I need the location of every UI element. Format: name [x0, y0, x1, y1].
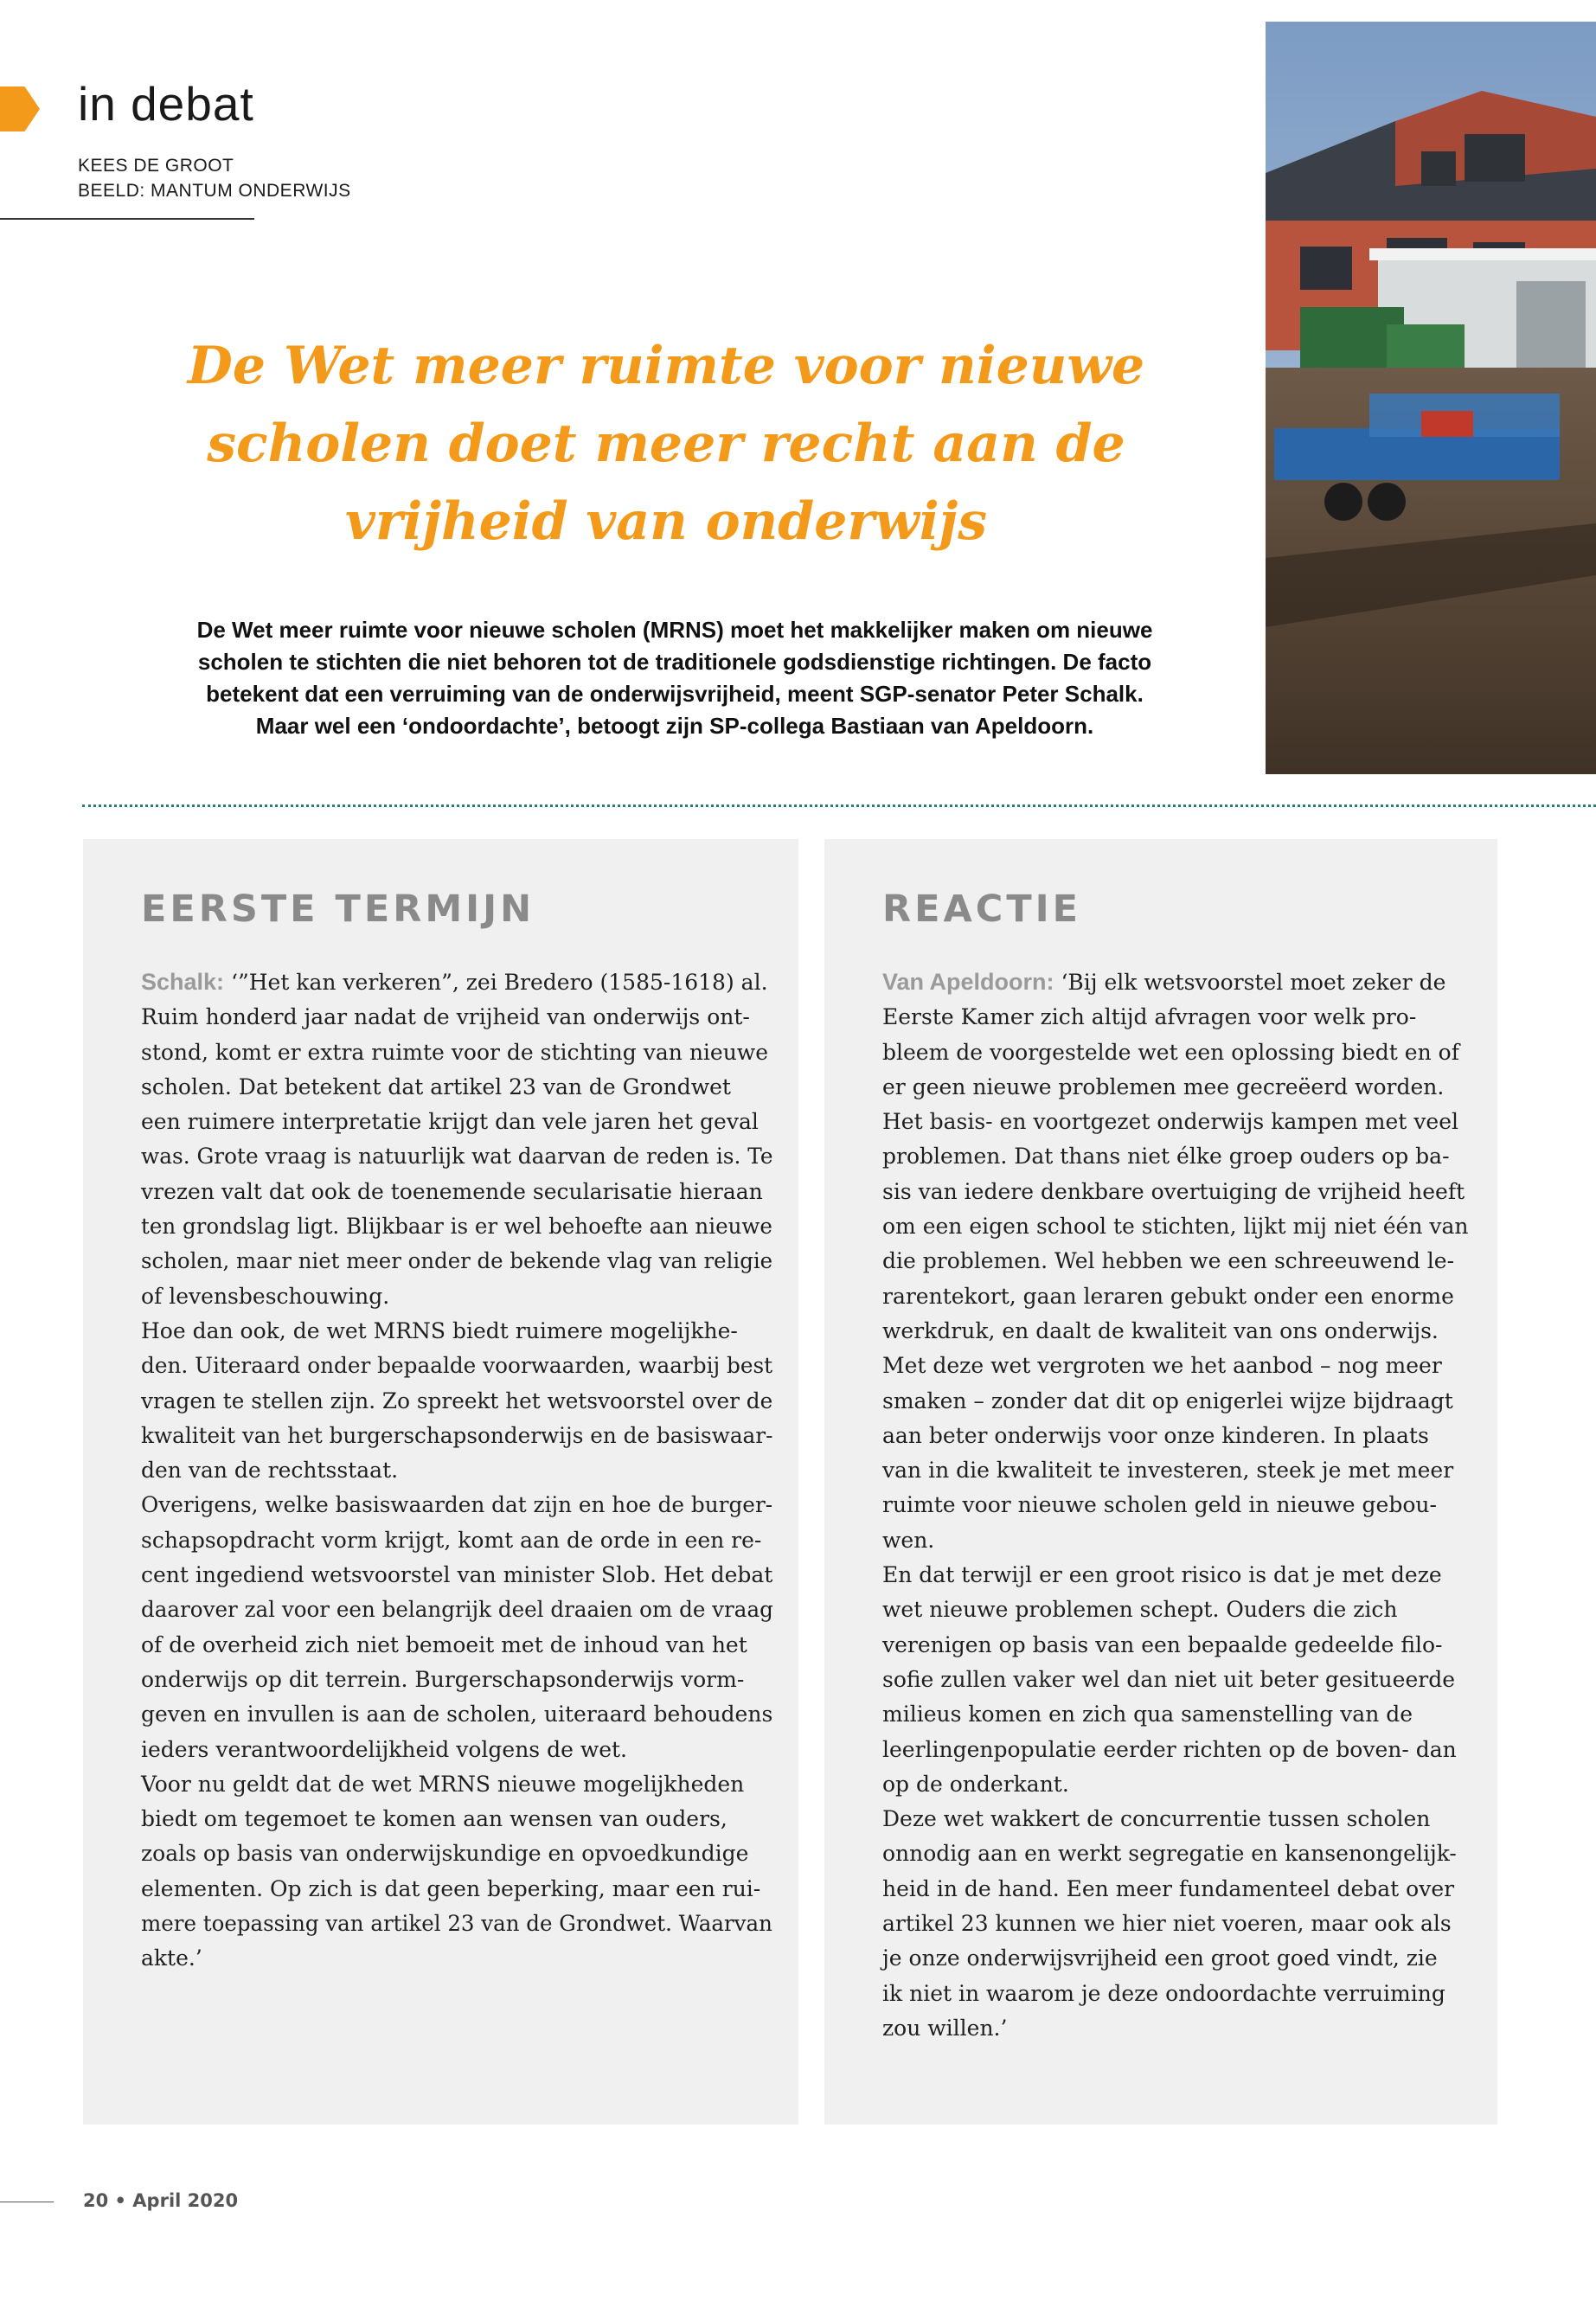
- body-line: artikel 23 kunnen we hier niet voeren, maar ook als: [882, 1911, 1452, 1937]
- body-line: op de onderkant.: [882, 1771, 1069, 1797]
- right-column: [824, 839, 1497, 2125]
- page-number: 20: [83, 2190, 109, 2211]
- body-line: akte.’: [141, 1945, 202, 1971]
- footer: [83, 2190, 238, 2211]
- lede-line: De Wet meer ruimte voor nieuwe scholen (MRNS) moet het makkelijker maken om nieuwe: [196, 617, 1153, 643]
- body-line: zou willen.’: [882, 2015, 1008, 2041]
- body-line: onnodig aan en werkt segregatie en kansenongelijk-: [882, 1841, 1457, 1867]
- headline: [87, 327, 1246, 561]
- body-line: stond, komt er extra ruimte voor de stichting van nieuwe: [141, 1039, 768, 1065]
- body-line: er geen nieuwe problemen mee gecreëerd worden.: [882, 1074, 1445, 1099]
- body-line: of de overheid zich niet bemoeit met de inhoud van het: [141, 1631, 747, 1657]
- column-body: [141, 965, 772, 1977]
- body-line: wen.: [882, 1527, 935, 1553]
- body-line: vrezen valt dat ook de toenemende secularisatie hieraan: [141, 1178, 763, 1204]
- body-line: Deze wet wakkert de concurrentie tussen scholen: [882, 1806, 1431, 1832]
- body-line: milieus komen en zich qua samenstelling van de: [882, 1702, 1413, 1727]
- body-line: scholen, maar niet meer onder de bekende vlag van religie: [141, 1248, 773, 1274]
- body-line: ruimte voor nieuwe scholen geld in nieuwe gebou-: [882, 1492, 1437, 1518]
- column-heading: EERSTE TERMIJN: [141, 888, 535, 931]
- body-line: den. Uiteraard onder bepaalde voorwaarden, waarbij best: [141, 1353, 773, 1379]
- first-line: [882, 965, 1471, 1000]
- body-line: was. Grote vraag is natuurlijk wat daarvan de reden is. Te: [141, 1144, 773, 1170]
- section-marker: [0, 87, 40, 131]
- column-lines: [882, 1000, 1471, 2046]
- body-line: om een eigen school te stichten, lijkt mij niet één van: [882, 1214, 1469, 1240]
- column-body: [882, 965, 1471, 2046]
- body-line: aan beter onderwijs voor onze kinderen. In plaats: [882, 1422, 1429, 1448]
- lede-line: betekent dat een verruiming van de onderwijsvrijheid, meent SGP-senator Peter Schalk.: [206, 681, 1144, 707]
- body-line: van in die kwaliteit te investeren, steek je met meer: [882, 1458, 1454, 1484]
- first-line-text: ‘Bij elk wetsvoorstel moet zeker de: [1054, 970, 1446, 995]
- body-line: Ruim honderd jaar nadat de vrijheid van onderwijs ont-: [141, 1004, 750, 1030]
- body-line: Voor nu geldt dat de wet MRNS nieuwe mogelijkheden: [141, 1771, 745, 1797]
- body-line: En dat terwijl er een groot risico is dat je met deze: [882, 1562, 1442, 1588]
- first-line-text: ‘”Het kan verkeren”, zei Bredero (1585-1618) al.: [224, 970, 768, 995]
- body-line: biedt om tegemoet te komen aan wensen van ouders,: [141, 1806, 727, 1832]
- photo-illustration: [1266, 22, 1596, 774]
- body-line: sofie zullen vaker wel dan niet uit beter gesitueerde: [882, 1666, 1455, 1692]
- section-title: in debat: [78, 77, 254, 131]
- first-line: [141, 965, 772, 1000]
- body-line: mere toepassing van artikel 23 van de Grondwet. Waarvan: [141, 1911, 772, 1937]
- author-credit: KEES DE GROOT: [78, 156, 234, 176]
- body-line: Met deze wet vergroten we het aanbod – nog meer: [882, 1353, 1442, 1379]
- body-line: kwaliteit van het burgerschapsonderwijs en de basiswaar-: [141, 1422, 773, 1448]
- issue-date: April 2020: [132, 2190, 239, 2211]
- column-lines: [141, 1000, 772, 1976]
- body-line: een ruimere interpretatie krijgt dan vele jaren het geval: [141, 1109, 759, 1135]
- footer-separator: •: [114, 2190, 126, 2211]
- lede-line: Maar wel een ‘ondoordachte’, betoogt zijn SP-collega Bastiaan van Apeldoorn.: [255, 713, 1094, 739]
- speaker-name: Schalk:: [141, 969, 225, 995]
- body-line: rarentekort, gaan leraren gebukt onder een enorme: [882, 1283, 1454, 1309]
- lede-paragraph: [104, 614, 1246, 742]
- header-divider: [0, 218, 254, 220]
- body-line: ten grondslag ligt. Blijkbaar is er wel behoefte aan nieuwe: [141, 1214, 772, 1240]
- headline-line: scholen doet meer recht aan de: [207, 413, 1125, 474]
- body-line: Het basis- en voortgezet onderwijs kampen met veel: [882, 1109, 1459, 1135]
- body-line: geven en invullen is aan de scholen, uiteraard behoudens: [141, 1702, 773, 1727]
- body-line: smaken – zonder dat dit op enigerlei wijze bijdraagt: [882, 1388, 1453, 1413]
- body-line: werkdruk, en daalt de kwaliteit van ons onderwijs.: [882, 1317, 1439, 1343]
- body-line: je onze onderwijsvrijheid een groot goed vindt, zie: [882, 1945, 1438, 1971]
- body-line: sis van iedere denkbare overtuiging de vrijheid heeft: [882, 1178, 1465, 1204]
- body-line: scholen. Dat betekent dat artikel 23 van de Grondwet: [141, 1074, 731, 1099]
- body-line: of levensbeschouwing.: [141, 1283, 390, 1309]
- body-line: cent ingediend wetsvoorstel van minister Slob. Het debat: [141, 1562, 773, 1588]
- body-line: Hoe dan ook, de wet MRNS biedt ruimere mogelijkhe-: [141, 1317, 738, 1343]
- lede-line: scholen te stichten die niet behoren tot de traditionele godsdienstige richtingen. De facto: [197, 649, 1152, 675]
- body-line: heid in de hand. Een meer fundamenteel debat over: [882, 1875, 1455, 1901]
- body-line: onderwijs op dit terrein. Burgerschapsonderwijs vorm-: [141, 1666, 745, 1692]
- column-heading: REACTIE: [882, 888, 1082, 931]
- body-line: verenigen op basis van een bepaalde gedeelde filo-: [882, 1631, 1443, 1657]
- body-line: daarover zal voor een belangrijk deel draaien om de vraag: [141, 1597, 773, 1623]
- article-photo: [1266, 22, 1596, 774]
- left-column: [83, 839, 798, 2125]
- body-line: leerlingenpopulatie eerder richten op de boven- dan: [882, 1736, 1457, 1762]
- image-credit: BEELD: MANTUM ONDERWIJS: [78, 181, 351, 201]
- body-line: problemen. Dat thans niet élke groep ouders op ba-: [882, 1144, 1450, 1170]
- body-line: ieders verantwoordelijkheid volgens de wet.: [141, 1736, 627, 1762]
- body-line: den van de rechtsstaat.: [141, 1458, 399, 1484]
- speaker-name: Van Apeldoorn:: [882, 969, 1054, 995]
- dotted-divider: [82, 804, 1596, 807]
- body-line: vragen te stellen zijn. Zo spreekt het wetsvoorstel over de: [141, 1388, 773, 1413]
- body-line: elementen. Op zich is dat geen beperking, maar een rui-: [141, 1875, 761, 1901]
- body-line: Overigens, welke basiswaarden dat zijn en hoe de burger-: [141, 1492, 773, 1518]
- headline-line: vrijheid van onderwijs: [345, 491, 987, 552]
- body-line: zoals op basis van onderwijskundige en opvoedkundige: [141, 1841, 749, 1867]
- body-line: die problemen. Wel hebben we een schreeuwend le-: [882, 1248, 1455, 1274]
- body-line: bleem de voorgestelde wet een oplossing biedt en of: [882, 1039, 1459, 1065]
- body-line: schapsopdracht vorm krijgt, komt aan de orde in een re-: [141, 1527, 762, 1553]
- body-line: ik niet in waarom je deze ondoordachte verruiming: [882, 1980, 1445, 2006]
- body-line: wet nieuwe problemen schept. Ouders die zich: [882, 1597, 1398, 1623]
- body-line: Eerste Kamer zich altijd afvragen voor welk pro-: [882, 1004, 1417, 1030]
- headline-line: De Wet meer ruimte voor nieuwe: [187, 336, 1145, 396]
